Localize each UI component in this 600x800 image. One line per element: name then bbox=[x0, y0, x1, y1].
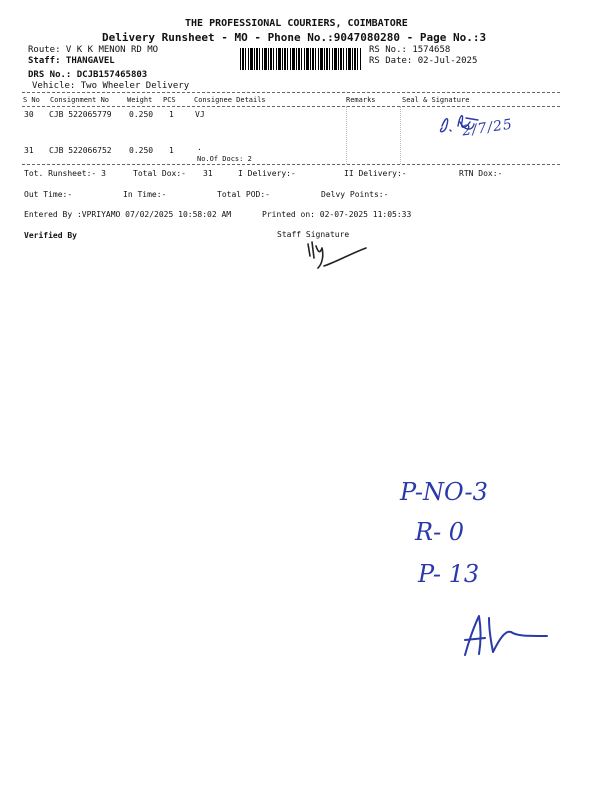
staff-signature-label: Staff Signature bbox=[277, 230, 350, 239]
ii-delivery: II Delivery:- bbox=[344, 169, 407, 178]
col-header-consignee: Consignee Details bbox=[194, 96, 266, 104]
verified-by: Verified By bbox=[24, 231, 77, 240]
row-30-consignment: CJB 522065779 bbox=[49, 110, 112, 119]
row-31-consignee: . bbox=[197, 143, 202, 152]
tot-runsheet: Tot. Runsheet:- 3 bbox=[24, 169, 106, 178]
table-top-rule bbox=[22, 92, 560, 93]
delvy-points: Delvy Points:- bbox=[321, 190, 389, 199]
initials-signature bbox=[455, 610, 555, 665]
row-30-pcs: 1 bbox=[169, 110, 174, 119]
row-31-sno: 31 bbox=[24, 146, 34, 155]
col-header-remarks: Remarks bbox=[346, 96, 376, 104]
note-p-value: P- 13 bbox=[418, 560, 480, 588]
col-header-seal-signature: Seal & Signature bbox=[402, 96, 470, 104]
note-r-value: R- 0 bbox=[415, 518, 465, 546]
remarks-column-divider bbox=[346, 106, 347, 164]
total-pod: Total POD:- bbox=[217, 190, 270, 199]
row-30-consignee: VJ bbox=[195, 110, 205, 119]
in-time: In Time:- bbox=[123, 190, 167, 199]
table-bottom-rule bbox=[22, 164, 560, 165]
total-dox-label: Total Dox:- bbox=[133, 169, 186, 178]
table-header-rule bbox=[22, 106, 560, 107]
company-name: THE PROFESSIONAL COURIERS, COIMBATORE bbox=[185, 18, 408, 29]
note-p-no: P-NO-3 bbox=[400, 478, 488, 506]
row-signature-date: 2/7/25 bbox=[461, 116, 514, 140]
row-31-pcs: 1 bbox=[169, 146, 174, 155]
staff-signature-scribble bbox=[300, 238, 375, 278]
row-31-weight: 0.250 bbox=[129, 146, 154, 155]
rtn-dox: RTN Dox:- bbox=[459, 169, 503, 178]
vehicle-info: Vehicle: Two Wheeler Delivery bbox=[32, 81, 190, 91]
rs-date: RS Date: 02-Jul-2025 bbox=[369, 56, 478, 66]
row-31-docs-count: No.Of Docs: 2 bbox=[197, 155, 252, 163]
col-header-consignment: Consignment No bbox=[50, 96, 110, 104]
barcode bbox=[240, 48, 362, 70]
row-30-weight: 0.250 bbox=[129, 110, 154, 119]
col-header-weight: Weight bbox=[127, 96, 153, 104]
drs-number: DRS No.: DCJB157465803 bbox=[28, 70, 148, 80]
signature-column-divider bbox=[400, 106, 401, 164]
total-dox-value: 31 bbox=[203, 169, 213, 178]
row-31-consignment: CJB 522066752 bbox=[49, 146, 112, 155]
row-30-sno: 30 bbox=[24, 110, 34, 119]
out-time: Out Time:- bbox=[24, 190, 73, 199]
col-header-pcs: PCS bbox=[163, 96, 176, 104]
runsheet-title: Delivery Runsheet - MO - Phone No.:9047080280 - Page No.:3 bbox=[102, 31, 487, 44]
rs-number: RS No.: 1574658 bbox=[369, 45, 451, 55]
route-info: Route: V K K MENON RD MO bbox=[28, 45, 159, 55]
entered-by: Entered By :VPRIYAMO 07/02/2025 10:58:02 AM bbox=[24, 210, 232, 219]
staff-info: Staff: THANGAVEL bbox=[28, 56, 115, 66]
col-header-sno: S No bbox=[23, 96, 40, 104]
i-delivery: I Delivery:- bbox=[238, 169, 296, 178]
printed-on: Printed on: 02-07-2025 11:05:33 bbox=[262, 210, 412, 219]
